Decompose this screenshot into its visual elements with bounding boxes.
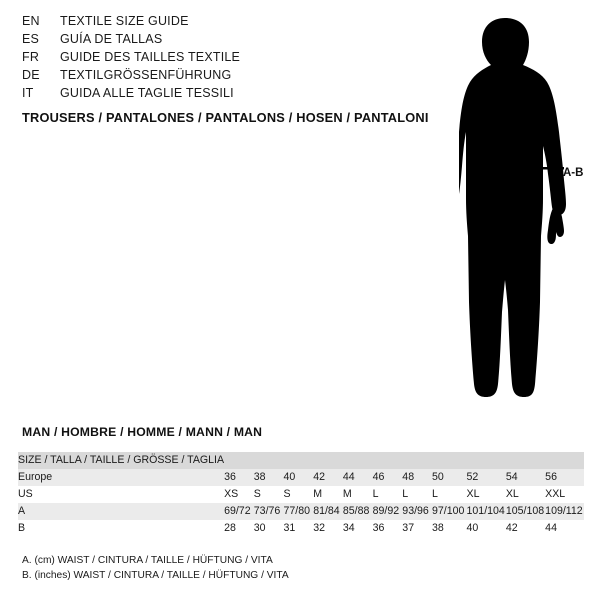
cell: S bbox=[283, 486, 313, 503]
cell bbox=[224, 452, 254, 469]
cell: 42 bbox=[313, 469, 343, 486]
man-section-title: MAN / HOMBRE / HOMME / MANN / MAN bbox=[22, 425, 263, 439]
table-row bbox=[18, 486, 584, 503]
language-text-de: TEXTILGRÖSSENFÜHRUNG bbox=[60, 68, 232, 82]
cell: 36 bbox=[224, 469, 254, 486]
cell: 48 bbox=[402, 469, 432, 486]
measurement-label-ab: A-B bbox=[563, 167, 584, 179]
male-silhouette-figure bbox=[420, 12, 595, 407]
cell: XXL bbox=[545, 486, 584, 503]
cell: 40 bbox=[467, 520, 506, 537]
language-text-es: GUÍA DE TALLAS bbox=[60, 32, 163, 46]
language-code-en: EN bbox=[22, 14, 40, 28]
row-label-us: US bbox=[18, 486, 224, 503]
language-text-it: GUIDA ALLE TAGLIE TESSILI bbox=[60, 86, 234, 100]
cell: L bbox=[373, 486, 403, 503]
cell: 36 bbox=[373, 520, 403, 537]
cell: XL bbox=[467, 486, 506, 503]
cell: 44 bbox=[545, 520, 584, 537]
row-label-a: A bbox=[18, 503, 224, 520]
language-row-de bbox=[22, 68, 402, 86]
table-row bbox=[18, 503, 584, 520]
row-label-europe: Europe bbox=[18, 469, 224, 486]
cell: 69/72 bbox=[224, 503, 254, 520]
cell: 32 bbox=[313, 520, 343, 537]
cell: L bbox=[432, 486, 467, 503]
measurement-notes bbox=[22, 553, 289, 583]
cell: L bbox=[402, 486, 432, 503]
cell bbox=[506, 452, 545, 469]
cell bbox=[343, 452, 373, 469]
cell: M bbox=[343, 486, 373, 503]
language-text-fr: GUIDE DES TAILLES TEXTILE bbox=[60, 50, 241, 64]
cell: 40 bbox=[283, 469, 313, 486]
cell bbox=[432, 452, 467, 469]
language-row-en bbox=[22, 14, 402, 32]
cell: 109/112 bbox=[545, 503, 584, 520]
row-label-b: B bbox=[18, 520, 224, 537]
cell: 89/92 bbox=[373, 503, 403, 520]
language-row-es bbox=[22, 32, 402, 50]
cell: 101/104 bbox=[467, 503, 506, 520]
note-b: B. (inches) WAIST / CINTURA / TAILLE / HÜFTUNG / VITA bbox=[22, 570, 289, 581]
cell bbox=[254, 452, 284, 469]
cell: XS bbox=[224, 486, 254, 503]
language-code-it: IT bbox=[22, 86, 34, 100]
size-table-wrapper bbox=[18, 452, 584, 537]
table-row bbox=[18, 520, 584, 537]
cell: 52 bbox=[467, 469, 506, 486]
table-row bbox=[18, 452, 584, 469]
cell: 85/88 bbox=[343, 503, 373, 520]
cell: 44 bbox=[343, 469, 373, 486]
cell: 38 bbox=[432, 520, 467, 537]
cell: 50 bbox=[432, 469, 467, 486]
cell: 30 bbox=[254, 520, 284, 537]
language-header bbox=[22, 14, 402, 104]
note-a: A. (cm) WAIST / CINTURA / TAILLE / HÜFTUNG / VITA bbox=[22, 555, 273, 566]
language-code-fr: FR bbox=[22, 50, 40, 64]
language-text-en: TEXTILE SIZE GUIDE bbox=[60, 14, 189, 28]
cell bbox=[545, 452, 584, 469]
cell: S bbox=[254, 486, 284, 503]
cell bbox=[467, 452, 506, 469]
category-title: TROUSERS / PANTALONES / PANTALONS / HOSEN / PANTALONI bbox=[22, 110, 429, 125]
cell: 46 bbox=[373, 469, 403, 486]
cell: M bbox=[313, 486, 343, 503]
cell: 54 bbox=[506, 469, 545, 486]
cell: 77/80 bbox=[283, 503, 313, 520]
cell: 81/84 bbox=[313, 503, 343, 520]
cell: 42 bbox=[506, 520, 545, 537]
size-table bbox=[18, 452, 584, 537]
cell: XL bbox=[506, 486, 545, 503]
cell: 28 bbox=[224, 520, 254, 537]
cell bbox=[402, 452, 432, 469]
language-row-it bbox=[22, 86, 402, 104]
language-code-es: ES bbox=[22, 32, 40, 46]
table-row bbox=[18, 469, 584, 486]
cell: 31 bbox=[283, 520, 313, 537]
language-row-fr bbox=[22, 50, 402, 68]
cell bbox=[373, 452, 403, 469]
cell: 93/96 bbox=[402, 503, 432, 520]
silhouette-icon bbox=[420, 12, 595, 407]
row-label-size: SIZE / TALLA / TAILLE / GRÖSSE / TAGLIA bbox=[18, 452, 224, 469]
cell: 37 bbox=[402, 520, 432, 537]
cell: 56 bbox=[545, 469, 584, 486]
cell bbox=[313, 452, 343, 469]
cell bbox=[283, 452, 313, 469]
cell: 73/76 bbox=[254, 503, 284, 520]
cell: 97/100 bbox=[432, 503, 467, 520]
language-code-de: DE bbox=[22, 68, 40, 82]
cell: 38 bbox=[254, 469, 284, 486]
cell: 34 bbox=[343, 520, 373, 537]
cell: 105/108 bbox=[506, 503, 545, 520]
